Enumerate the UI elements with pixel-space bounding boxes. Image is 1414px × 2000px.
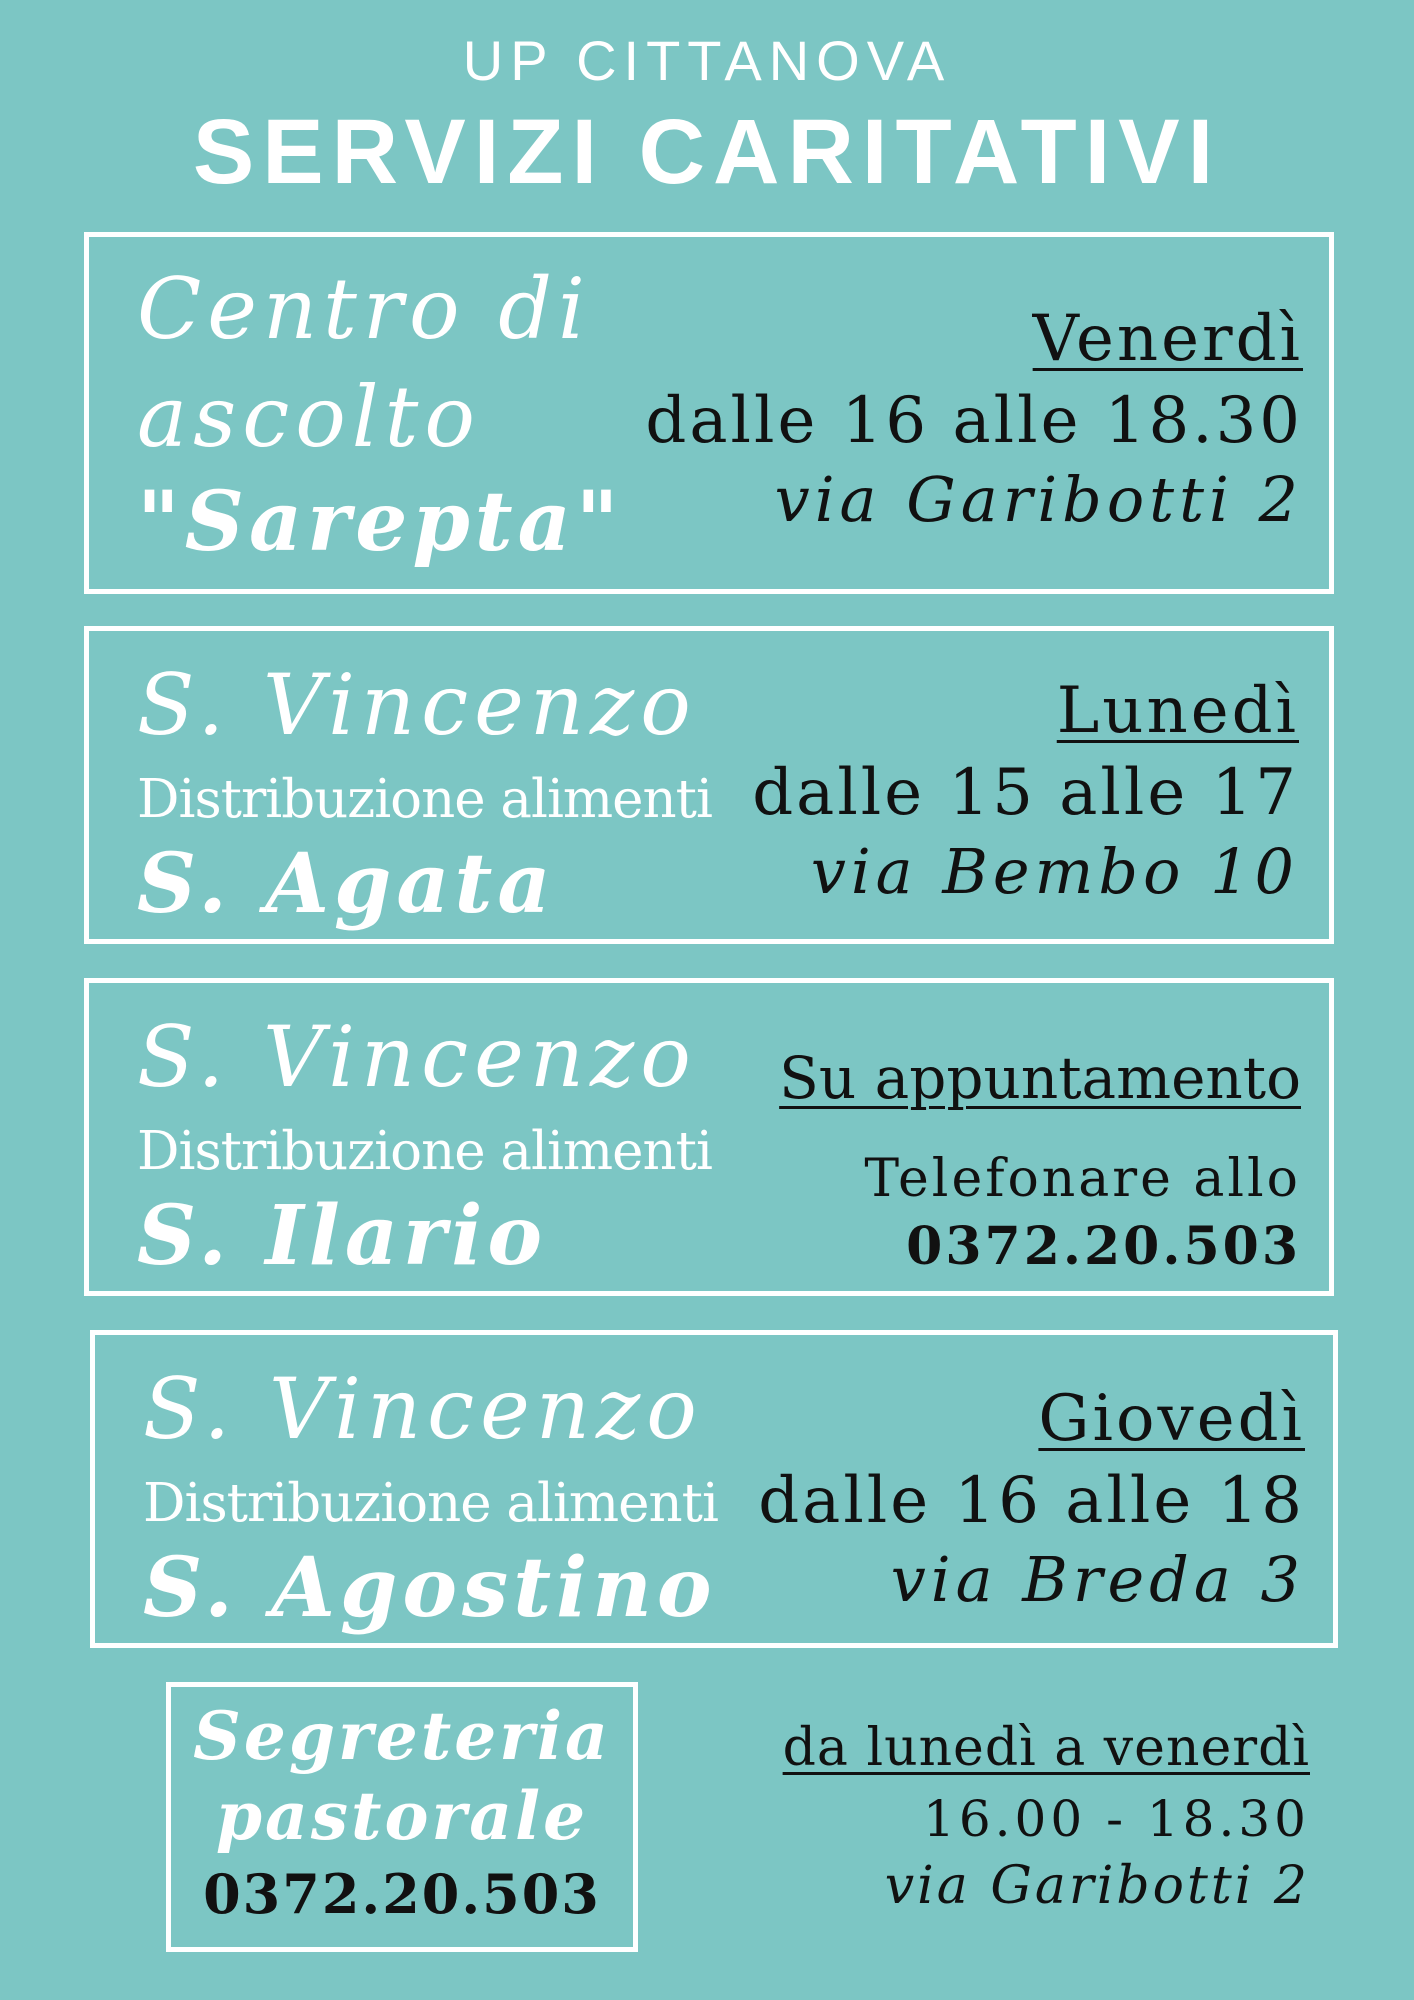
card-day: Giovedì: [1038, 1382, 1305, 1456]
card-name-line2: ascolto: [137, 368, 481, 466]
header-subtitle: UP CITTANOVA: [462, 29, 952, 92]
secretariat-hours: 16.00 - 18.30: [923, 1790, 1310, 1848]
card-service: Distribuzione alimenti: [143, 1473, 718, 1534]
card-address: via Garibotti 2: [774, 463, 1303, 536]
card-hours: dalle 16 alle 18: [758, 1464, 1305, 1538]
card-hours: Telefonare allo: [864, 1149, 1301, 1209]
card-hours: dalle 15 alle 17: [752, 756, 1299, 830]
card-name-line1: S. Vincenzo: [137, 1008, 697, 1106]
card-hours: dalle 16 alle 18.30: [645, 384, 1303, 458]
card-centro-ascolto: [84, 232, 1334, 594]
card-address: via Breda 3: [890, 1543, 1305, 1616]
card-service: Distribuzione alimenti: [137, 769, 712, 830]
card-day: Venerdì: [1032, 302, 1303, 376]
card-name-line1: Centro di: [137, 260, 591, 358]
card-day: Lunedì: [1056, 674, 1299, 748]
card-phone: 0372.20.503: [906, 1216, 1301, 1277]
secretariat-line1: Segreteria: [193, 1697, 611, 1775]
card-parish: S. Agata: [137, 836, 556, 932]
secretariat-line2: pastorale: [215, 1777, 589, 1855]
page-title: SERVIZI CARITATIVI: [192, 101, 1222, 203]
secretariat-box: [166, 1682, 638, 1952]
card-s-agata: [84, 626, 1334, 944]
card-parish: S. Ilario: [137, 1188, 548, 1284]
secretariat-phone: 0372.20.503: [203, 1862, 601, 1926]
card-parish: S. Agostino: [143, 1540, 717, 1636]
card-s-ilario: [84, 978, 1334, 1296]
card-address: via Bembo 10: [810, 835, 1299, 908]
secretariat-days: da lunedì a venerdì: [782, 1718, 1310, 1778]
card-name-line1: S. Vincenzo: [137, 656, 697, 754]
card-name-line3: "Sarepta": [137, 474, 624, 570]
card-day: Su appuntamento: [779, 1044, 1301, 1112]
secretariat-schedule: [690, 1718, 1310, 1922]
card-service: Distribuzione alimenti: [137, 1121, 712, 1182]
card-name-line1: S. Vincenzo: [143, 1360, 703, 1458]
card-s-agostino: [90, 1330, 1338, 1648]
secretariat-address: via Garibotti 2: [884, 1856, 1310, 1916]
